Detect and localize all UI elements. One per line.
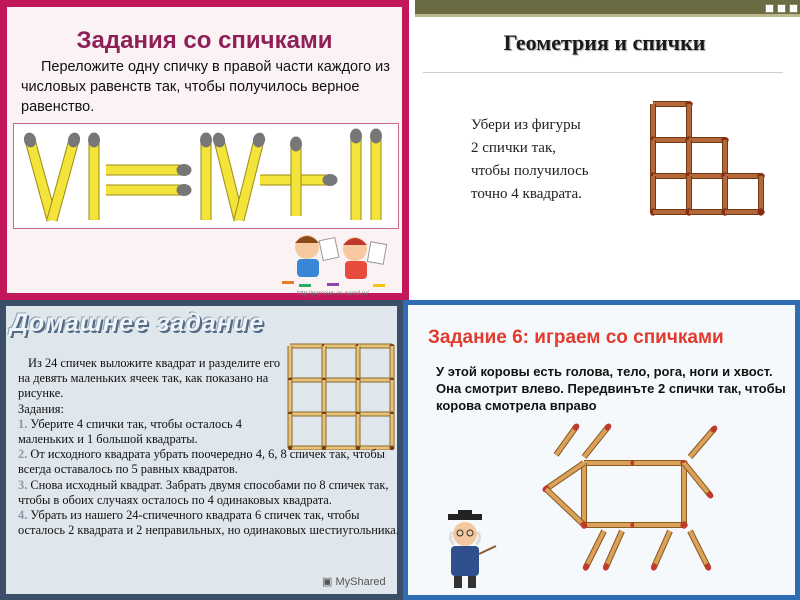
task-item [18,478,403,508]
task-number: 4. [18,508,28,523]
matchstick [684,463,715,500]
matchstick [358,344,395,348]
matchstick [634,460,688,466]
instruction-line: точно 4 квадрата. [471,186,582,202]
panel-title: Геометрия и спички [503,30,706,55]
matchstick-staircase-figure [409,0,800,300]
panel-inner [6,306,397,594]
panel-instructions: Переложите одну спичку в правой части каждого из числовых равенств так, чтобы получилось верное равенство. [21,59,390,115]
matchstick [690,424,719,457]
matchstick [602,531,622,572]
matchstick [725,209,765,215]
panel-title: Задания со спичками [76,27,333,54]
matchstick [584,422,613,457]
matchstick [690,531,712,572]
task-text: Убрать из нашего 24-спичечного квадрата 6 спичек так, чтобы осталось 2 квадрата и 2 неправильных, но одинаковых шестиугольника. [18,508,399,538]
watermark [322,575,386,588]
matchstick [290,137,302,217]
task-item [18,417,286,447]
matchstick [106,164,192,176]
panel-homework [0,300,403,600]
watermark-icon: ▣ [322,576,336,588]
matchstick [200,133,212,221]
matchstick [52,131,82,220]
task-text: Снова исходный квадрат. Забрать двумя способами по 8 спичек так, чтобы в обоих случаях осталось по 4 одинаковых квадрата. [18,477,389,507]
matchstick [22,131,52,220]
panel-title: Домашнее задание [10,309,265,337]
homework-text [18,356,403,538]
task-text: От исходного квадрата убрать поочередно 4, 6, 8 спичек так, чтобы всегда оставалось по 5 равных квадратов. [18,447,385,477]
matchstick [582,531,604,572]
matchstick [106,184,192,196]
task-item [18,447,403,477]
matchstick [88,133,100,221]
panel-instructions: У этой коровы есть голова, тело, рога, ноги и хвост. Она смотрит влево. Передвинъте 2 спички так, чтобы корова смотрела вправо [436,364,786,413]
task-number: 2. [18,447,28,462]
tasks-label: Задания: [18,401,64,416]
panel-matchstick-tasks [0,0,409,300]
matchstick-equation [13,123,399,229]
matchstick [689,209,729,215]
matchstick [650,531,670,572]
homework-intro: Из 24 спичек выложите квадрат и разделите его на девять маленьких ячеек так, как показано на рисунке. [18,356,281,401]
matchstick [681,463,687,529]
matchstick [290,344,327,348]
panel-inner [7,7,402,297]
task-number: 1. [18,416,28,431]
matchstick [324,344,361,348]
matchstick [350,129,362,221]
matchstick [370,129,382,221]
panel-inner [408,305,795,595]
instruction-line: чтобы получилось [471,163,589,179]
matchstick-equation-figure [14,124,398,228]
matchstick [211,131,239,220]
matchstick [584,522,638,528]
instruction-line: 2 спички так, [471,140,557,156]
task-item [18,508,403,538]
source-url: http://parnews-es.narod.ru/ [297,291,369,297]
panel-geometry-matches [409,0,800,300]
matchstick [584,460,638,466]
watermark-text: MyShared [335,576,386,588]
professor-illustration [438,510,498,590]
task-number: 3. [18,477,28,492]
children-drawing-illustration [277,229,397,291]
panel-cow-puzzle [403,300,800,600]
matchstick [653,209,693,215]
matchstick [634,522,688,528]
task-text: Уберите 4 спички так, чтобы осталось 4 маленьких и 1 большой квадраты. [18,416,242,447]
matchstick [556,422,581,455]
panel-title: Задание 6: играем со спичками [428,327,724,348]
instruction-line: Убери из фигуры [471,117,581,133]
